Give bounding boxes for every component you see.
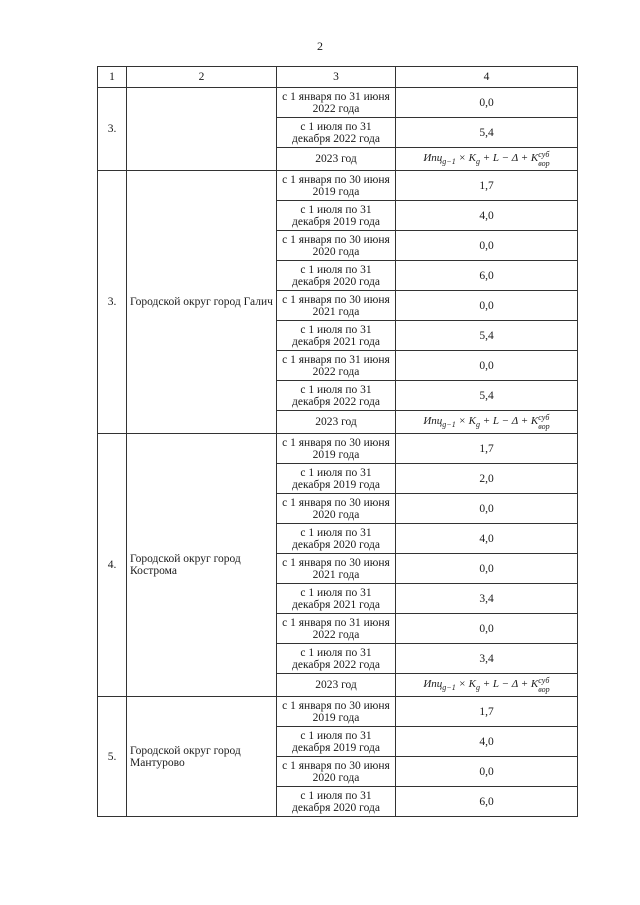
period-cell: с 1 июля по 31 декабря 2021 года [277,584,396,614]
formula-subscript: вор [538,158,550,168]
formula-superscript: суб [538,149,550,159]
period-cell: с 1 июля по 31 декабря 2020 года [277,261,396,291]
value-cell: 0,0 [396,614,578,644]
period-cell: с 1 января по 31 июня 2022 года [277,88,396,118]
header-col-3: 3 [277,67,396,88]
formula-part: × K [455,415,476,428]
value-cell: 1,7 [396,697,578,727]
period-cell: с 1 января по 30 июня 2019 года [277,171,396,201]
row-number: 3. [98,171,127,434]
row-number: 4. [98,434,127,697]
period-cell: с 1 июля по 31 декабря 2021 года [277,321,396,351]
formula-part: + L − Δ + K [479,152,539,165]
header-row [98,67,578,88]
period-cell: с 1 января по 30 июня 2019 года [277,434,396,464]
value-cell: 4,0 [396,524,578,554]
formula-cell [396,674,578,697]
period-cell: с 1 июля по 31 декабря 2022 года [277,644,396,674]
period-cell: с 1 января по 31 июня 2022 года [277,614,396,644]
formula-index-stack [538,150,549,168]
header-col-4: 4 [396,67,578,88]
formula-subscript: вор [538,684,550,694]
value-cell: 2,0 [396,464,578,494]
period-cell: с 1 июля по 31 декабря 2022 года [277,381,396,411]
period-cell: с 1 января по 30 июня 2020 года [277,231,396,261]
value-cell: 0,0 [396,291,578,321]
period-cell: с 1 июля по 31 декабря 2019 года [277,464,396,494]
formula-subscript: вор [538,421,550,431]
period-cell: с 1 июля по 31 декабря 2019 года [277,201,396,231]
municipality-name [127,88,277,171]
formula-part: Ипц [423,678,443,691]
formula-part: g [475,157,480,167]
header-col-1: 1 [98,67,127,88]
formula-part: g−1 [442,420,456,430]
row-number: 3. [98,88,127,171]
value-cell: 4,0 [396,201,578,231]
row-number: 5. [98,697,127,817]
formula-part: × K [455,678,476,691]
period-cell: с 1 января по 30 июня 2021 года [277,291,396,321]
municipality-name: Городской округ город Галич [127,171,277,434]
value-cell: 0,0 [396,494,578,524]
formula-part: Ипц [423,415,443,428]
formula-part: × K [455,152,476,165]
tariff-table-body [98,67,578,817]
value-cell: 5,4 [396,321,578,351]
formula-cell [396,148,578,171]
period-cell: с 1 января по 30 июня 2021 года [277,554,396,584]
period-cell: с 1 июля по 31 декабря 2019 года [277,727,396,757]
value-cell: 0,0 [396,351,578,381]
period-cell: с 1 января по 31 июня 2022 года [277,351,396,381]
formula-part: + L − Δ + K [479,415,539,428]
tariff-formula [423,149,550,168]
table-row [98,88,578,118]
value-cell: 0,0 [396,554,578,584]
municipality-name: Городской округ город Мантурово [127,697,277,817]
value-cell: 5,4 [396,381,578,411]
value-cell: 4,0 [396,727,578,757]
formula-superscript: суб [538,675,550,685]
period-cell: 2023 год [277,411,396,434]
period-cell: с 1 июля по 31 декабря 2020 года [277,524,396,554]
value-cell: 6,0 [396,261,578,291]
period-cell: с 1 января по 30 июня 2020 года [277,494,396,524]
tariff-formula [423,412,550,431]
value-cell: 0,0 [396,231,578,261]
tariff-formula [423,675,550,694]
period-cell: с 1 июля по 31 декабря 2020 года [277,787,396,817]
period-cell: 2023 год [277,148,396,171]
formula-part: g−1 [442,683,456,693]
period-cell: 2023 год [277,674,396,697]
formula-index-stack [538,413,549,431]
value-cell: 1,7 [396,434,578,464]
period-cell: с 1 января по 30 июня 2019 года [277,697,396,727]
formula-cell [396,411,578,434]
period-cell: с 1 января по 30 июня 2020 года [277,757,396,787]
table-row [98,434,578,464]
value-cell: 3,4 [396,644,578,674]
formula-index-stack [538,676,549,694]
header-col-2: 2 [127,67,277,88]
tariff-table [97,66,578,817]
page-number: 2 [317,39,323,53]
table-row [98,697,578,727]
value-cell: 1,7 [396,171,578,201]
value-cell: 0,0 [396,757,578,787]
value-cell: 5,4 [396,118,578,148]
formula-superscript: суб [538,412,550,422]
formula-part: Ипц [423,152,443,165]
formula-part: g [475,420,480,430]
value-cell: 6,0 [396,787,578,817]
formula-part: g−1 [442,157,456,167]
table-row [98,171,578,201]
formula-part: + L − Δ + K [479,678,539,691]
period-cell: с 1 июля по 31 декабря 2022 года [277,118,396,148]
formula-part: g [475,683,480,693]
value-cell: 0,0 [396,88,578,118]
municipality-name: Городской округ город Кострома [127,434,277,697]
value-cell: 3,4 [396,584,578,614]
